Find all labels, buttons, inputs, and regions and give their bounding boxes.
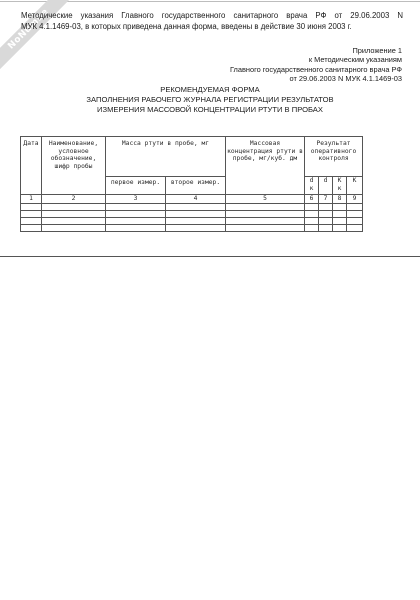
annex-line-3: Главного государственного санитарного врача РФ	[229, 64, 402, 74]
header-line-1: Методические указания Главного государственного санитарного врача РФ от 29.06.2003 N	[21, 11, 403, 20]
table-cell	[166, 225, 226, 232]
table-row	[21, 225, 363, 232]
header-date: Дата	[21, 137, 42, 195]
table-row	[21, 211, 363, 218]
table-cell	[319, 225, 333, 232]
table-cell	[319, 218, 333, 225]
table-cell	[305, 211, 319, 218]
control-kk-symbol: K	[337, 177, 342, 184]
annex-line-2: к Методическим указаниям	[308, 55, 402, 65]
table-cell	[305, 218, 319, 225]
form-title	[0, 85, 420, 115]
control-dk-symbol: d	[309, 177, 314, 184]
header-second-measurement: второе измер.	[166, 177, 226, 195]
column-number: 3	[106, 195, 166, 204]
table-cell	[347, 211, 363, 218]
table-cell	[333, 204, 347, 211]
table-cell	[347, 204, 363, 211]
table-cell	[42, 218, 106, 225]
control-dk-subscript: к	[309, 184, 314, 192]
form-title-line-1: РЕКОМЕНДУЕМАЯ ФОРМА	[160, 85, 260, 94]
table-cell	[106, 225, 166, 232]
table-cell	[21, 225, 42, 232]
column-number: 2	[42, 195, 106, 204]
header-line-2: МУК 4.1.1469-03, в которых приведена данная форма, введены в действие 30 июня 2003 г.	[21, 22, 352, 31]
header-mass-concentration: Массовая концентрация ртути в пробе, мг/куб. дм	[226, 137, 305, 195]
table-cell	[166, 218, 226, 225]
annex-line-1: Приложение 1	[352, 46, 402, 55]
table-cell	[305, 225, 319, 232]
form-title-line-3: ИЗМЕРЕНИЯ МАССОВОЙ КОНЦЕНТРАЦИИ РТУТИ В ПРОБАХ	[97, 105, 323, 114]
table-cell	[333, 225, 347, 232]
header-first-measurement: первое измер.	[106, 177, 166, 195]
table-cell	[42, 204, 106, 211]
control-k-symbol: K	[352, 177, 357, 184]
table-cell	[21, 204, 42, 211]
journal-table	[20, 136, 363, 232]
watermark-ribbon: NoNumbe	[0, 0, 73, 74]
table-cell	[347, 225, 363, 232]
column-number: 5	[226, 195, 305, 204]
table-cell	[21, 211, 42, 218]
table-cell	[226, 204, 305, 211]
table-cell	[319, 211, 333, 218]
table-cell	[106, 211, 166, 218]
column-number-row	[21, 195, 363, 204]
control-d-symbol: d	[323, 177, 328, 184]
column-number: 9	[347, 195, 363, 204]
table-cell	[42, 225, 106, 232]
table-cell	[319, 204, 333, 211]
header-operational-control: Результат оперативного контроля	[305, 137, 363, 177]
column-number: 8	[333, 195, 347, 204]
header-sample-name: Наименование, условное обозначение, шифр пробы	[42, 137, 106, 195]
table-cell	[106, 218, 166, 225]
column-number: 1	[21, 195, 42, 204]
table-cell	[166, 204, 226, 211]
document-header	[21, 10, 403, 32]
table-cell	[42, 211, 106, 218]
column-number: 7	[319, 195, 333, 204]
annex-line-4: от 29.06.2003 N МУК 4.1.1469-03	[289, 74, 402, 84]
table-cell	[226, 218, 305, 225]
table-row	[21, 218, 363, 225]
header-control-k	[347, 177, 363, 195]
table-row	[21, 204, 363, 211]
form-title-line-2: ЗАПОЛНЕНИЯ РАБОЧЕГО ЖУРНАЛА РЕГИСТРАЦИИ РЕЗУЛЬТАТОВ	[86, 95, 334, 104]
column-number: 4	[166, 195, 226, 204]
table-cell	[226, 211, 305, 218]
header-mercury-mass: Масса ртути в пробе, мг	[106, 137, 226, 177]
header-control-dk	[305, 177, 319, 195]
header-control-d	[319, 177, 333, 195]
table-cell	[305, 204, 319, 211]
control-kk-subscript: к	[337, 184, 342, 192]
table-cell	[333, 218, 347, 225]
table-cell	[166, 211, 226, 218]
bottom-rule	[0, 256, 420, 257]
annex-block	[142, 46, 402, 84]
table-cell	[226, 225, 305, 232]
column-number: 6	[305, 195, 319, 204]
table-cell	[21, 218, 42, 225]
table-cell	[347, 218, 363, 225]
table-cell	[333, 211, 347, 218]
table-cell	[106, 204, 166, 211]
header-control-kk	[333, 177, 347, 195]
table-header-row	[21, 137, 363, 177]
